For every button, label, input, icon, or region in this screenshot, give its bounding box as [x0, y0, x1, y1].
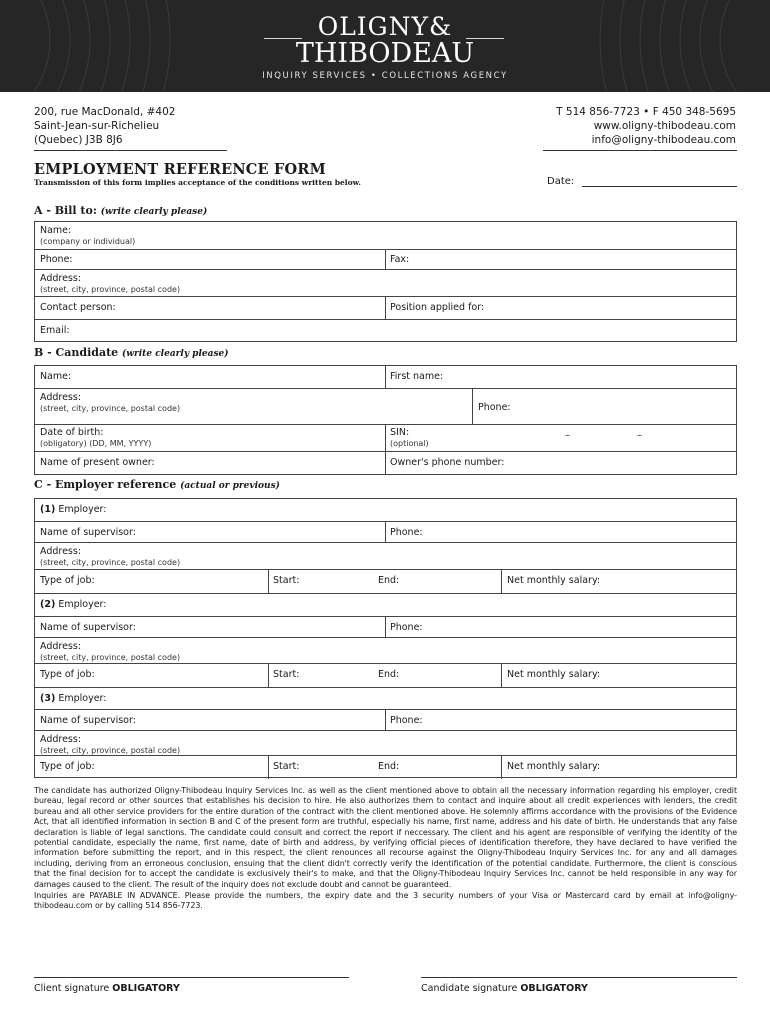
bill-name-label: Name: (company or individual) — [40, 225, 136, 246]
section-c-box — [34, 498, 737, 778]
candidate-owner-row — [35, 451, 736, 475]
date-label: Date: — [547, 176, 575, 187]
section-a-title: A - Bill to: (write clearly please) — [34, 204, 208, 217]
candidate-address-row — [35, 388, 736, 424]
employer-2-address-label: Address: (street, city, province, postal code) — [40, 641, 181, 662]
job-1-row — [35, 569, 736, 593]
start-1-label[interactable]: Start: — [273, 575, 300, 586]
employer-1-label: (1) Employer: — [40, 504, 107, 515]
section-b-title: B - Candidate (write clearly please) — [34, 346, 229, 359]
candidate-dob-row — [35, 424, 736, 451]
employer-3-phone-label[interactable]: Phone: — [390, 715, 423, 726]
form-subtitle: Transmission of this form implies acceptance of the conditions written below. — [34, 178, 361, 187]
company-contact — [556, 105, 736, 147]
address-line-3: (Quebec) J3B 8J6 — [34, 134, 123, 146]
end-1-label[interactable]: End: — [378, 575, 400, 586]
end-2-label[interactable]: End: — [378, 669, 400, 680]
employer-1-phone-label[interactable]: Phone: — [390, 527, 423, 538]
logo-tagline: INQUIRY SERVICES • COLLECTIONS AGENCY — [262, 71, 508, 81]
supervisor-3-row — [35, 709, 736, 730]
company-address — [34, 105, 175, 147]
employer-1-address-row[interactable] — [35, 542, 736, 569]
section-b-box — [34, 365, 737, 475]
supervisor-2-row — [35, 616, 736, 637]
bill-name-row[interactable] — [35, 222, 736, 250]
employer-3-label: (3) Employer: — [40, 693, 107, 704]
contact-underline — [543, 150, 737, 151]
candidate-sin-label[interactable]: SIN: (optional) — [390, 427, 429, 448]
bill-email-row[interactable] — [35, 319, 736, 342]
candidate-phone-label[interactable]: Phone: — [478, 402, 511, 413]
section-a-box — [34, 221, 737, 342]
contact-website[interactable]: www.oligny-thibodeau.com — [593, 120, 736, 132]
legal-payment: Inquiries are PAYABLE IN ADVANCE. Please provide the numbers, the expiry date and the 3 security numbers of your Visa or Mastercard card by email at info@oligny-thibodeau.com or by calling 514 856-7723. — [34, 891, 737, 911]
employer-3-row[interactable] — [35, 687, 736, 709]
header-banner — [0, 0, 770, 92]
supervisor-3-label[interactable]: Name of supervisor: — [40, 715, 136, 726]
job-1-label[interactable]: Type of job: — [40, 575, 95, 586]
candidate-name-label[interactable]: Name: — [40, 371, 72, 382]
employer-2-label: (2) Employer: — [40, 599, 107, 610]
date-field[interactable] — [582, 186, 737, 187]
client-signature-label: Client signature OBLIGATORY — [34, 983, 180, 994]
candidate-signature-label: Candidate signature OBLIGATORY — [421, 983, 588, 994]
bill-fax-label[interactable]: Fax: — [390, 254, 410, 265]
employer-3-address-label: Address: (street, city, province, postal code) — [40, 734, 181, 755]
bill-address-row[interactable] — [35, 269, 736, 297]
sin-dash-1: – — [565, 430, 570, 441]
candidate-signature-line[interactable] — [421, 977, 737, 978]
employer-1-row[interactable] — [35, 499, 736, 521]
address-line-2: Saint-Jean-sur-Richelieu — [34, 120, 160, 132]
salary-3-label[interactable]: Net monthly salary: — [507, 761, 601, 772]
candidate-name-row — [35, 366, 736, 388]
start-2-label[interactable]: Start: — [273, 669, 300, 680]
bill-address-label: Address: (street, city, province, postal code) — [40, 273, 181, 294]
candidate-dob-label[interactable]: Date of birth: (obligatory) (DD, MM, YYYY) — [40, 427, 152, 448]
supervisor-1-row — [35, 521, 736, 542]
owner-phone-label[interactable]: Owner's phone number: — [390, 457, 505, 468]
bill-phone-row — [35, 249, 736, 270]
legal-authorization: The candidate has authorized Oligny-Thibodeau Inquiry Services Inc. as well as the client mentioned above to obtain all the necessary information regarding his employer, credit bureau, legal record or other sources that establishes his decision to hire. He also authorizes them to contact and inquire about all credit experiences with lenders, the credit bureau and all other service providers for the entire duration of the contract with the client mentioned above. He solemnly affirms accordance with the provisions of the Evidence Act, that all identified information in section B and C of the present form are truthful, especially his name, first name, address and his date of birth. He understands that any false declaration is liable of legal sanctions. The candidate could consult and correct the report if neccessary. The client and his agent are responsible of verifying the identity of the potential candidate, especially the name, first name, date of birth and address, by verifying official pieces of identification therefore, they have declared to have verified the information before submitting the report, and in this respect, the client renounces all recourse against the Oligny-Thibodeau Inquiry Services Inc. for any and all damages including, deriving from an erroneous conclusion, ensuing that the client didn't correctly verify the identification of the potential candidate. Furthermore, the client is conscious that the final decision for to accept the candidate is exclusively their's to make, and that the Oligny-Thibodeau Inquiry Services Inc. cannot be held responsible in any way for damages caused to the client. The result of the inquiry does not exclude doubt and cannot be guaranteed. — [34, 786, 737, 889]
address-underline — [34, 150, 227, 151]
supervisor-1-label[interactable]: Name of supervisor: — [40, 527, 136, 538]
present-owner-label[interactable]: Name of present owner: — [40, 457, 155, 468]
legal-terms — [34, 786, 737, 913]
employer-2-phone-label[interactable]: Phone: — [390, 622, 423, 633]
form-title: EMPLOYMENT REFERENCE FORM — [34, 161, 326, 178]
employer-3-address-row[interactable] — [35, 730, 736, 755]
start-3-label[interactable]: Start: — [273, 761, 300, 772]
sin-dash-2: – — [637, 430, 642, 441]
salary-1-label[interactable]: Net monthly salary: — [507, 575, 601, 586]
bill-contact-row — [35, 296, 736, 320]
employer-2-address-row[interactable] — [35, 637, 736, 663]
candidate-address-label[interactable]: Address: (street, city, province, postal code) — [40, 392, 181, 413]
bill-position-label[interactable]: Position applied for: — [390, 302, 485, 313]
end-3-label[interactable]: End: — [378, 761, 400, 772]
candidate-firstname-label[interactable]: First name: — [390, 371, 444, 382]
job-2-label[interactable]: Type of job: — [40, 669, 95, 680]
employer-1-address-label: Address: (street, city, province, postal code) — [40, 546, 181, 567]
job-2-row — [35, 663, 736, 687]
supervisor-2-label[interactable]: Name of supervisor: — [40, 622, 136, 633]
contact-email[interactable]: info@oligny-thibodeau.com — [591, 134, 736, 146]
bill-email-label: Email: — [40, 325, 70, 336]
bill-phone-label[interactable]: Phone: — [40, 254, 73, 265]
address-line-1: 200, rue MacDonald, #402 — [34, 106, 176, 118]
logo-line1: OLIGNY& — [317, 12, 453, 41]
job-3-row — [35, 755, 736, 778]
section-c-title: C - Employer reference (actual or previous) — [34, 478, 280, 491]
company-logo — [0, 14, 770, 81]
client-signature-line[interactable] — [34, 977, 349, 978]
contact-phone-fax: T 514 856-7723 • F 450 348-5695 — [556, 106, 736, 118]
job-3-label[interactable]: Type of job: — [40, 761, 95, 772]
employer-2-row[interactable] — [35, 593, 736, 616]
bill-contact-label[interactable]: Contact person: — [40, 302, 116, 313]
salary-2-label[interactable]: Net monthly salary: — [507, 669, 601, 680]
logo-line2: THIBODEAU — [295, 38, 475, 69]
